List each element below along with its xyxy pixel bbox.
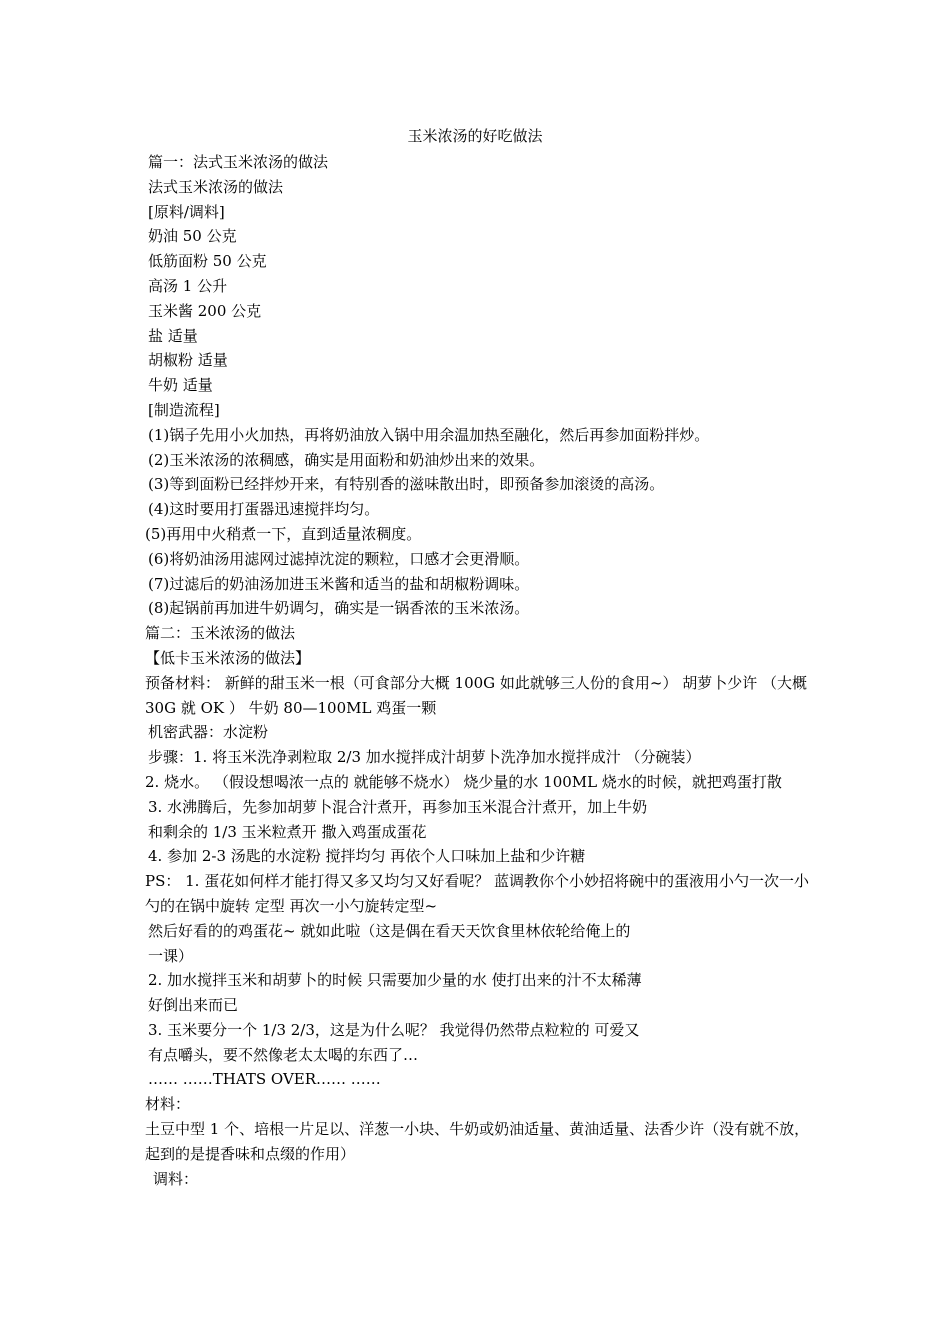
ps-note: PS： 1. 蛋花如何样才能打得又多又均匀又好看呢？ 蓝调教你个小妙招将碗中的蛋液用小勺一次一小勺的在锅中旋转 定型 再次一小勺旋转定型~ — [145, 872, 809, 915]
ingredient-line: 玉米酱 200 公克 — [148, 301, 262, 320]
step-line: 4. 参加 2-3 汤匙的水淀粉 搅拌均匀 再依个人口味加上盐和少许糖 — [148, 847, 586, 866]
separator-line: …… ……THATS OVER…… …… — [148, 1070, 381, 1089]
ps-note-line: 有点嚼头，要不然像老太太喝的东西了… — [148, 1045, 419, 1064]
ingredient-line: 奶油 50 公克 — [148, 227, 237, 246]
materials-line: 土豆中型 1 个、培根一片足以、洋葱一小块、牛奶或奶油适量、黄油适量、法香少许（没有就不放，起到的是提香味和点缀的作用） — [145, 1120, 810, 1163]
seasoning-heading: 调料： — [153, 1169, 199, 1188]
section-heading-1: 篇一：法式玉米浓汤的做法 — [148, 153, 329, 171]
ps-note-line: 好倒出来而已 — [148, 996, 239, 1015]
process-heading: [制造流程] — [148, 400, 220, 419]
ingredient-line: 盐 适量 — [148, 326, 198, 345]
section-heading-2: 篇二：玉米浓汤的做法 — [145, 624, 296, 643]
step-line: 步骤：1. 将玉米洗净剥粒取 2/3 加水搅拌成汁胡萝卜洗净加水搅拌成汁 （分碗装） — [148, 748, 701, 767]
process-step: (4)这时要用打蛋器迅速搅拌均匀。 — [148, 500, 380, 519]
process-step: (7)过滤后的奶油汤加进玉米酱和适当的盐和胡椒粉调味。 — [148, 574, 530, 593]
recipe-title-2: 【低卡玉米浓汤的做法】 — [145, 648, 311, 667]
ingredient-line: 低筋面粉 50 公克 — [148, 252, 267, 271]
document-body — [145, 150, 813, 1191]
process-step: (8)起锅前再加进牛奶调匀，确实是一锅香浓的玉米浓汤。 — [148, 599, 530, 618]
process-step: (2)玉米浓汤的浓稠感，确实是用面粉和奶油炒出来的效果。 — [148, 450, 545, 469]
process-step: (5)再用中火稍煮一下，直到适量浓稠度。 — [145, 524, 422, 543]
step-line: 3. 水沸腾后，先参加胡萝卜混合汁煮开，再参加玉米混合汁煮开，加上牛奶 — [148, 797, 648, 816]
materials-heading: 材料： — [145, 1095, 191, 1114]
document-title: 玉米浓汤的好吃做法 — [407, 127, 543, 145]
step-line: 和剩余的 1/3 玉米粒煮开 撒入鸡蛋成蛋花 — [148, 822, 427, 841]
ingredients-heading: [原料/调料] — [148, 202, 225, 221]
process-step: (6)将奶油汤用滤网过滤掉沈淀的颗粒，口感才会更滑顺。 — [148, 549, 530, 568]
process-step: (1)锅子先用小火加热，再将奶油放入锅中用余温加热至融化，然后再参加面粉拌炒。 — [148, 425, 710, 444]
recipe-title-1: 法式玉米浓汤的做法 — [148, 177, 284, 196]
ps-note-line: 3. 玉米要分一个 1/3 2/3，这是为什么呢？ 我觉得仍然带点粒粒的 可爱又 — [148, 1020, 640, 1039]
ps-note-line: 一课） — [148, 946, 194, 965]
ingredient-line: 高汤 1 公升 — [148, 276, 228, 295]
ps-note-line: 2. 加水搅拌玉米和胡萝卜的时候 只需要加少量的水 使打出来的汁不太稀薄 — [148, 971, 642, 990]
step-line: 2. 烧水。 （假设想喝浓一点的 就能够不烧水） 烧少量的水 100ML 烧水的时候，就把鸡蛋打散 — [145, 772, 782, 791]
ingredient-line: 牛奶 适量 — [148, 376, 213, 395]
ingredient-line: 胡椒粉 适量 — [148, 351, 228, 370]
process-step: (3)等到面粉已经拌炒开来，有特别香的滋味散出时，即预备参加滚烫的高汤。 — [148, 475, 665, 494]
ps-note-line: 然后好看的的鸡蛋花~ 就如此啦（这是偶在看天天饮食里林依轮给俺上的 — [148, 921, 631, 940]
secret-weapon: 机密武器：水淀粉 — [148, 723, 269, 742]
prep-materials: 预备材料： 新鲜的甜玉米一根（可食部分大概 100G 如此就够三人份的食用~） 胡萝卜少许 （大概 30G 就 OK ） 牛奶 80—100ML 鸡蛋一颗 — [145, 673, 808, 717]
